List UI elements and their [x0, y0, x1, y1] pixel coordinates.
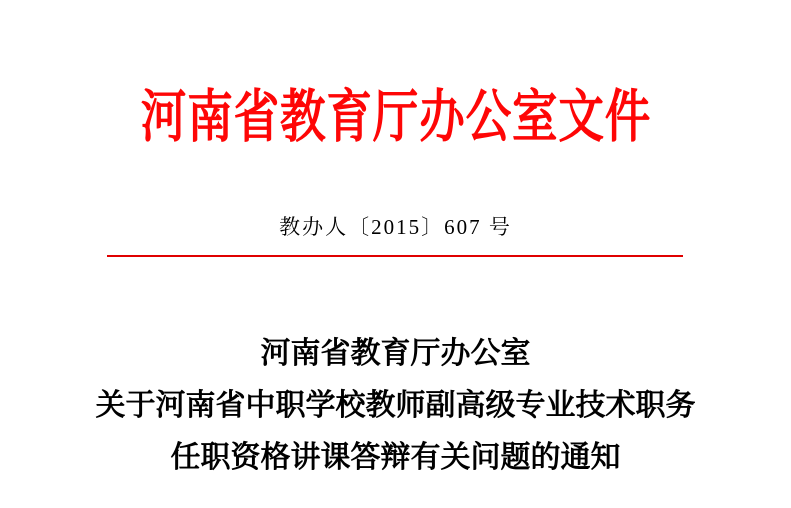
document-title-line-1: 河南省教育厅办公室 — [260, 337, 531, 370]
document-title-line-3: 任职资格讲课答辩有关问题的通知 — [170, 441, 621, 474]
agency-masthead — [0, 85, 791, 149]
document-reference-number: 教办人〔2015〕607 号 — [279, 215, 512, 239]
document-title-block — [0, 328, 791, 484]
red-divider-line — [107, 255, 683, 257]
agency-masthead-title: 河南省教育厅办公室文件 — [140, 85, 651, 149]
document-title-line-2: 关于河南省中职学校教师副高级专业技术职务 — [95, 389, 696, 422]
